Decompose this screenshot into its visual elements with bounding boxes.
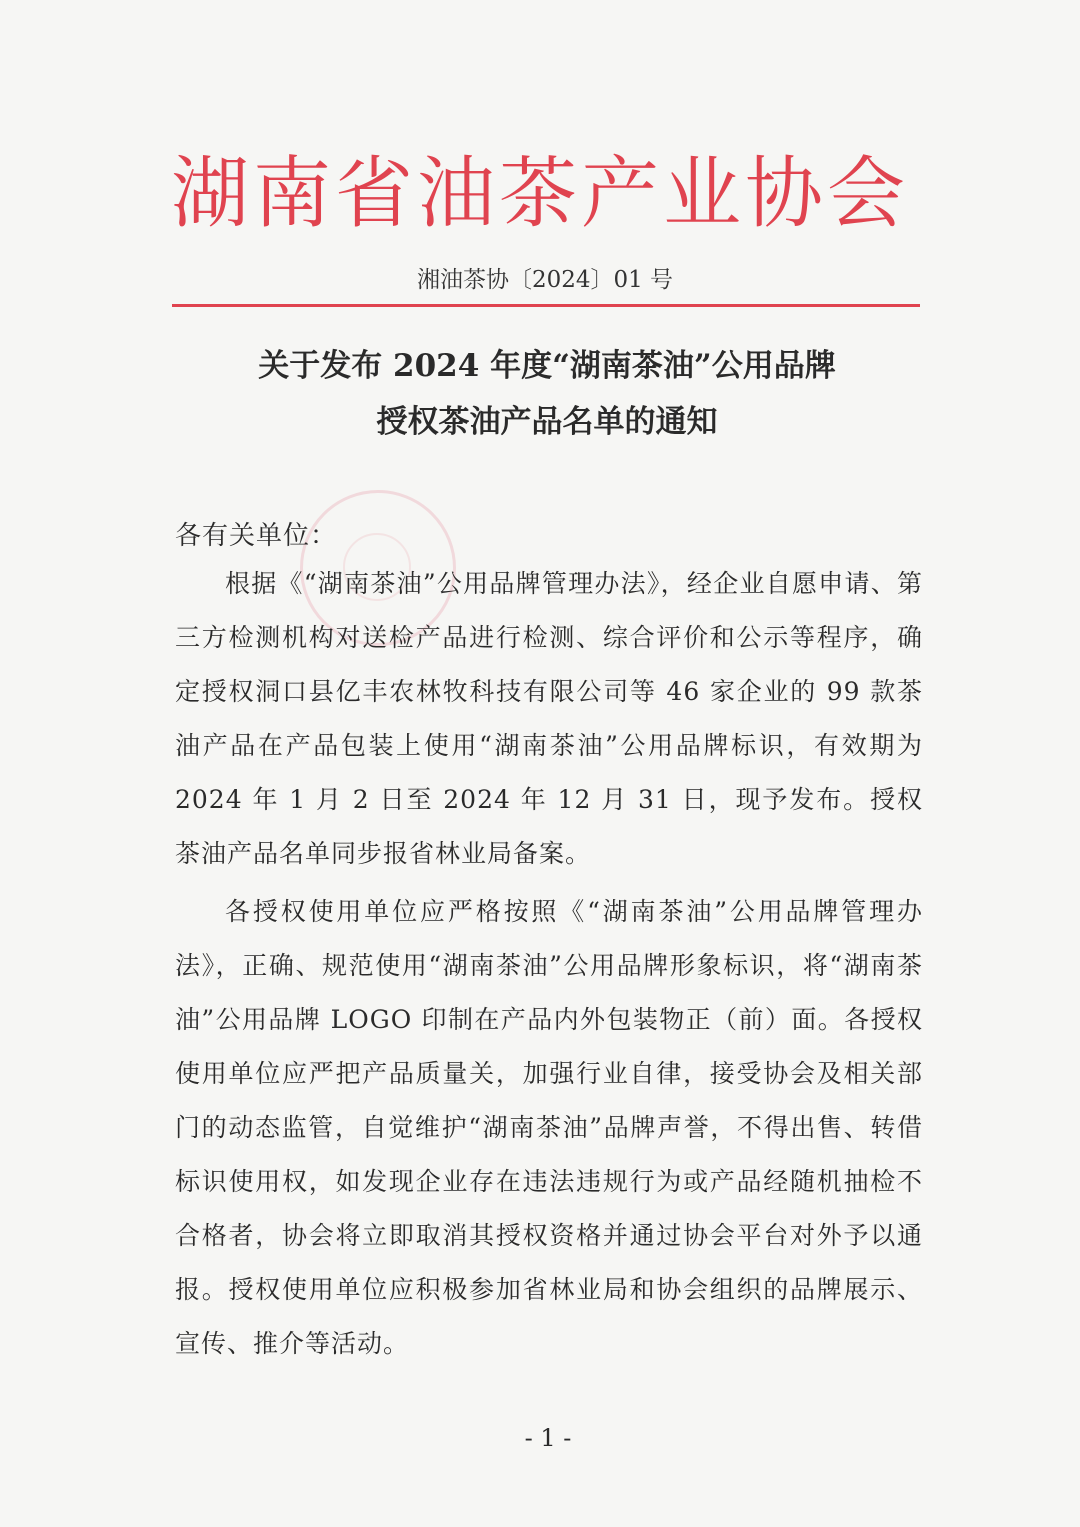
organization-title: 湖南省油茶产业协会 bbox=[170, 149, 909, 239]
salutation: 各有关单位： bbox=[175, 521, 338, 551]
page-number: - 1 - bbox=[524, 1424, 572, 1452]
notice-title-line-2: 授权茶油产品名单的通知 bbox=[376, 404, 718, 440]
paragraph-2: 各授权使用单位应严格按照《“湖南茶油”公用品牌管理办法》，正确、规范使用“湖南茶油”公用品牌形象标识，将“湖南茶油”公用品牌 LOGO 印制在产品内外包装物正（前）面。各授权使用单位应严把产品质量关，加强行业自律，接受协会及相关部门的动态监管，自觉维护“湖南茶油”品牌声誉，不得出售、转借标识使用权，如发现企业存在违法违规行为或产品经随机抽检不合格者，协会将立即取消其授权资格并通过协会平台对外予以通报。授权使用单位应积极参加省林业局和协会组织的品牌展示、宣传、推介等活动。 bbox=[175, 897, 923, 1358]
red-header-rule bbox=[172, 304, 920, 307]
notice-title-line-1: 关于发布 2024 年度“湖南茶油”公用品牌 bbox=[258, 348, 836, 384]
document-number: 湘油茶协〔2024〕01 号 bbox=[416, 267, 674, 293]
paragraph-1: 根据《“湖南茶油”公用品牌管理办法》，经企业自愿申请、第三方检测机构对送检产品进行检测、综合评价和公示等程序，确定授权洞口县亿丰农林牧科技有限公司等 46 家企业的 99 款茶油产品在产品包装上使用“湖南茶油”公用品牌标识，有效期为 2024 年 1 月 2 日至 2024 年 12 月 31 日，现予发布。授权茶油产品名单同步报省林业局备案。 bbox=[175, 569, 923, 868]
